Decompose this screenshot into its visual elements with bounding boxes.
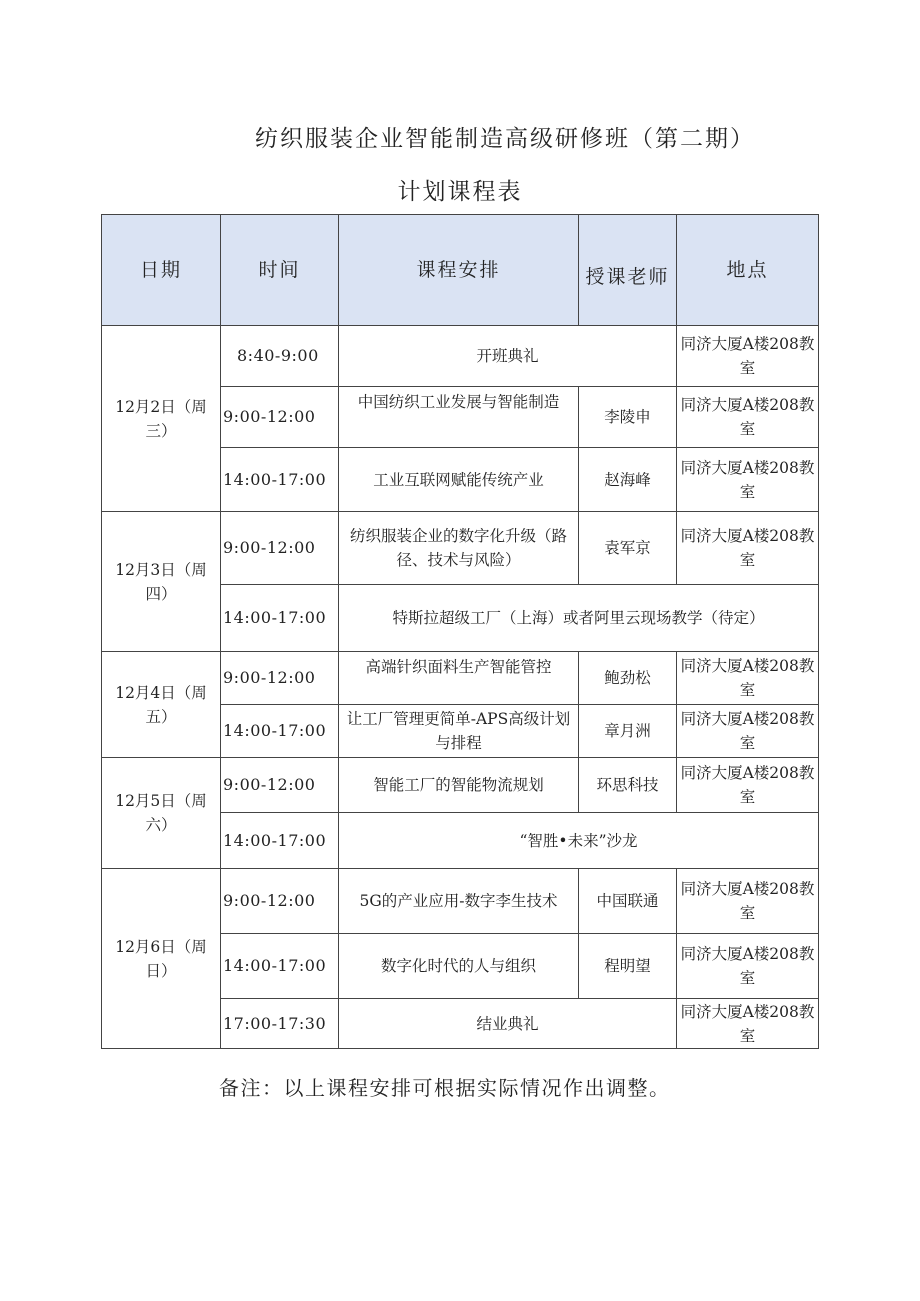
date-cell: 12月3日（周四） [102, 512, 221, 652]
table-row [102, 326, 819, 387]
teacher-cell: 鲍劲松 [579, 652, 677, 705]
teacher-cell: 袁军京 [579, 512, 677, 585]
location-cell: 同济大厦A楼208教室 [677, 652, 819, 705]
time-cell: 14:00-17:00 [221, 705, 339, 758]
time-cell: 9:00-12:00 [221, 387, 339, 448]
course-cell: 数字化时代的人与组织 [339, 934, 579, 999]
document-title: 纺织服装企业智能制造高级研修班（第二期） [255, 126, 755, 152]
course-cell: 智能工厂的智能物流规划 [339, 758, 579, 813]
table-row [102, 652, 819, 705]
course-cell: “智胜•未来”沙龙 [339, 813, 819, 869]
header-row [102, 215, 819, 326]
location-cell: 同济大厦A楼208教室 [677, 758, 819, 813]
time-cell: 9:00-12:00 [221, 652, 339, 705]
table-row [102, 869, 819, 934]
header-course: 课程安排 [339, 215, 579, 326]
date-cell: 12月5日（周六） [102, 758, 221, 869]
table-row [102, 512, 819, 585]
course-cell: 工业互联网赋能传统产业 [339, 448, 579, 512]
header-teacher: 授课老师 [579, 215, 677, 326]
time-cell: 9:00-12:00 [221, 758, 339, 813]
time-cell: 9:00-12:00 [221, 512, 339, 585]
remark-note: 备注：以上课程安排可根据实际情况作出调整。 [219, 1076, 671, 1100]
location-cell: 同济大厦A楼208教室 [677, 934, 819, 999]
teacher-cell: 章月洲 [579, 705, 677, 758]
course-cell: 纺织服装企业的数字化升级（路径、技术与风险） [339, 512, 579, 585]
time-cell: 14:00-17:00 [221, 585, 339, 652]
location-cell: 同济大厦A楼208教室 [677, 869, 819, 934]
course-cell: 5G的产业应用-数字李生技术 [339, 869, 579, 934]
teacher-cell: 赵海峰 [579, 448, 677, 512]
location-cell: 同济大厦A楼208教室 [677, 326, 819, 387]
header-time: 时间 [221, 215, 339, 326]
location-cell: 同济大厦A楼208教室 [677, 999, 819, 1049]
location-cell: 同济大厦A楼208教室 [677, 512, 819, 585]
location-cell: 同济大厦A楼208教室 [677, 448, 819, 512]
teacher-cell: 李陵申 [579, 387, 677, 448]
table-row [102, 758, 819, 813]
date-cell: 12月6日（周日） [102, 869, 221, 1049]
time-cell: 8:40-9:00 [221, 326, 339, 387]
time-cell: 17:00-17:30 [221, 999, 339, 1049]
course-cell: 结业典礼 [339, 999, 677, 1049]
time-cell: 14:00-17:00 [221, 448, 339, 512]
teacher-cell: 程明望 [579, 934, 677, 999]
header-date: 日期 [102, 215, 221, 326]
time-cell: 9:00-12:00 [221, 869, 339, 934]
time-cell: 14:00-17:00 [221, 934, 339, 999]
course-cell: 开班典礼 [339, 326, 677, 387]
course-cell: 高端针织面料生产智能管控 [339, 652, 579, 705]
date-cell: 12月4日（周五） [102, 652, 221, 758]
time-cell: 14:00-17:00 [221, 813, 339, 869]
course-cell: 中国纺织工业发展与智能制造 [339, 387, 579, 448]
location-cell: 同济大厦A楼208教室 [677, 387, 819, 448]
header-location: 地点 [677, 215, 819, 326]
course-cell: 特斯拉超级工厂（上海）或者阿里云现场教学（待定） [339, 585, 819, 652]
location-cell: 同济大厦A楼208教室 [677, 705, 819, 758]
schedule-table [101, 214, 819, 1049]
teacher-cell: 中国联通 [579, 869, 677, 934]
date-cell: 12月2日（周三） [102, 326, 221, 512]
teacher-cell: 环思科技 [579, 758, 677, 813]
document-subtitle: 计划课程表 [397, 179, 523, 205]
course-cell: 让工厂管理更简单-APS高级计划与排程 [339, 705, 579, 758]
